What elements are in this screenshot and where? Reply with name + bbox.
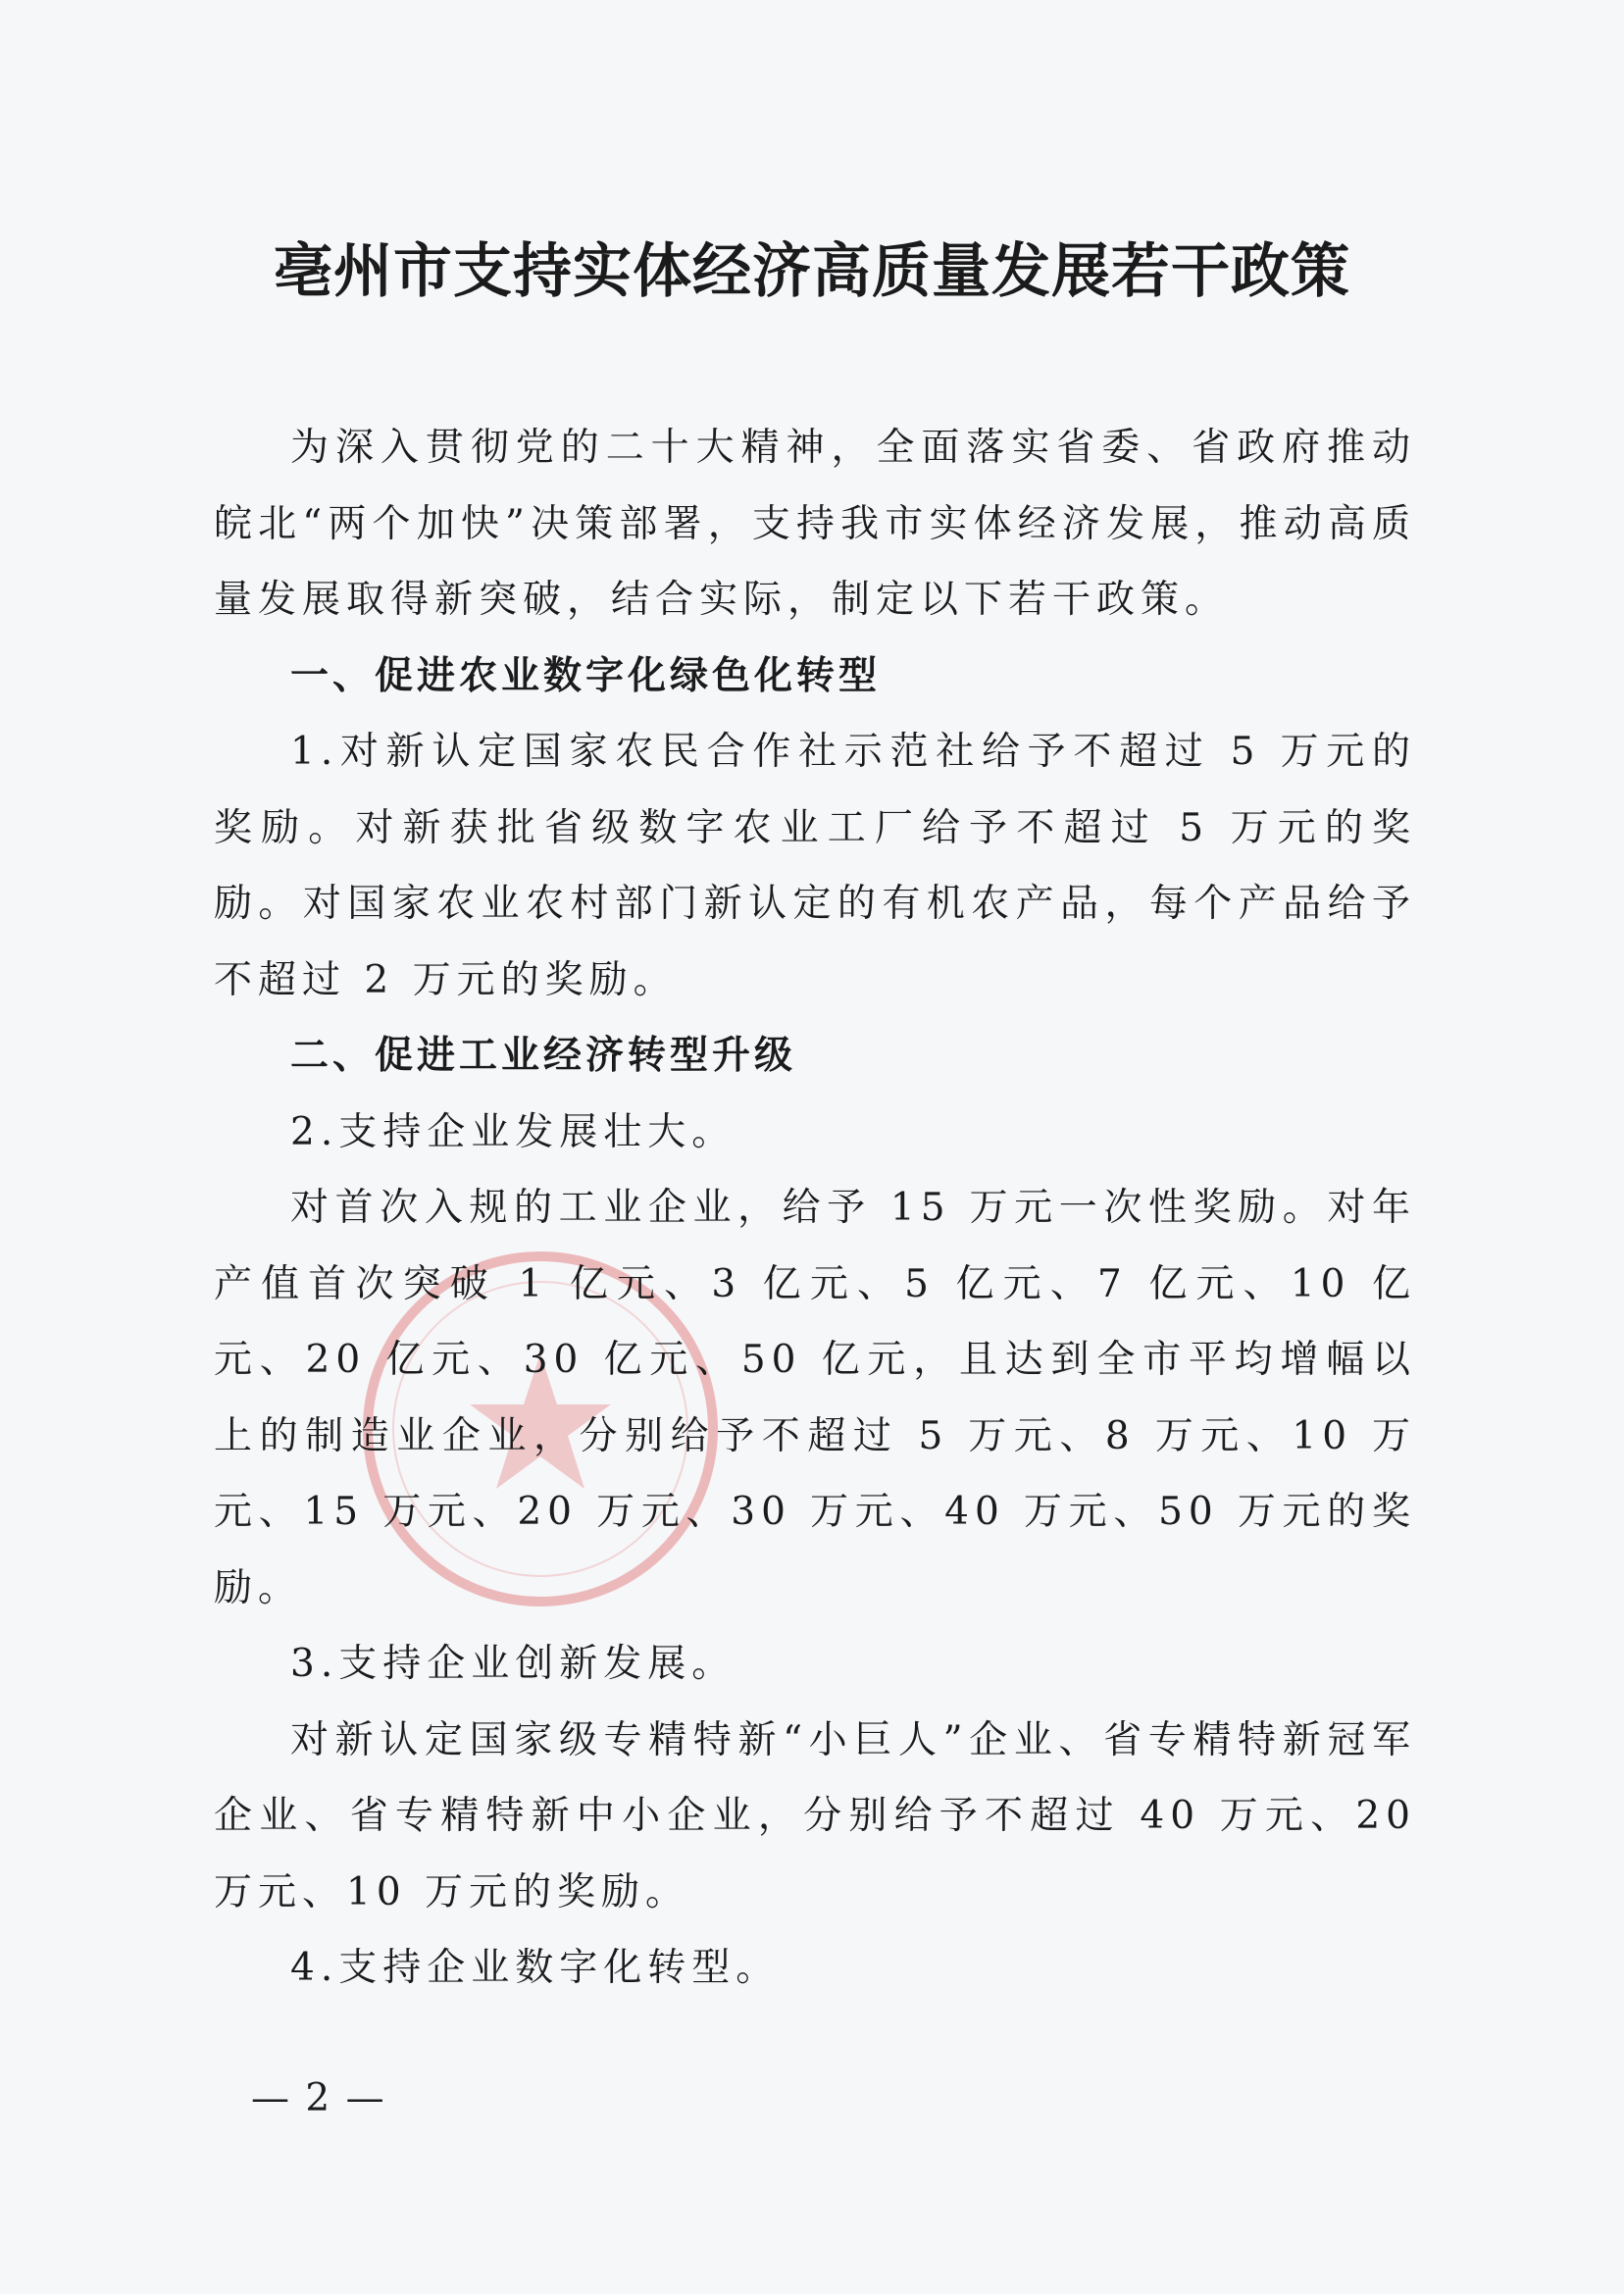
intro-paragraph: 为深入贯彻党的二十大精神，全面落实省委、省政府推动皖北“两个加快”决策部署，支持我市实体经济发展，推动高质量发展取得新突破，结合实际，制定以下若干政策。 bbox=[214, 426, 1416, 622]
policy-item-2-heading: 2.支持企业发展壮大。 bbox=[290, 1109, 736, 1154]
document-title: 亳州市支持实体经济高质量发展若干政策 bbox=[274, 237, 1350, 306]
page-number: — 2 — bbox=[251, 2076, 386, 2120]
section-heading-agriculture: 一、促进农业数字化绿色化转型 bbox=[290, 653, 882, 698]
document-body bbox=[214, 410, 1416, 2007]
innovation-reward-paragraph: 对新认定国家级专精特新“小巨人”企业、省专精特新冠军企业、省专精特新中小企业，分别给予不超过 40 万元、20 万元、10 万元的奖励。 bbox=[214, 1717, 1416, 1914]
section-heading-industry: 二、促进工业经济转型升级 bbox=[290, 1034, 797, 1078]
industrial-enterprise-reward-paragraph: 对首次入规的工业企业，给予 15 万元一次性奖励。对年产值首次突破 1 亿元、3 亿元、5 亿元、7 亿元、10 亿元、20 亿元、30 亿元、50 亿元，且达到全市平均增幅以上的制造业企业，分别给予不超过 5 万元、8 万元、10 万元、15 万元、20 万元、30 万元、40 万元、50 万元的奖励。 bbox=[214, 1186, 1416, 1610]
policy-item-4-heading: 4.支持企业数字化转型。 bbox=[290, 1946, 781, 1990]
policy-item-3-heading: 3.支持企业创新发展。 bbox=[290, 1642, 736, 1686]
agriculture-policy-paragraph: 1.对新认定国家农民合作社示范社给予不超过 5 万元的奖励。对新获批省级数字农业工厂给予不超过 5 万元的奖励。对国家农业农村部门新认定的有机农产品，每个产品给予不超过 2 万元的奖励。 bbox=[214, 730, 1416, 1002]
